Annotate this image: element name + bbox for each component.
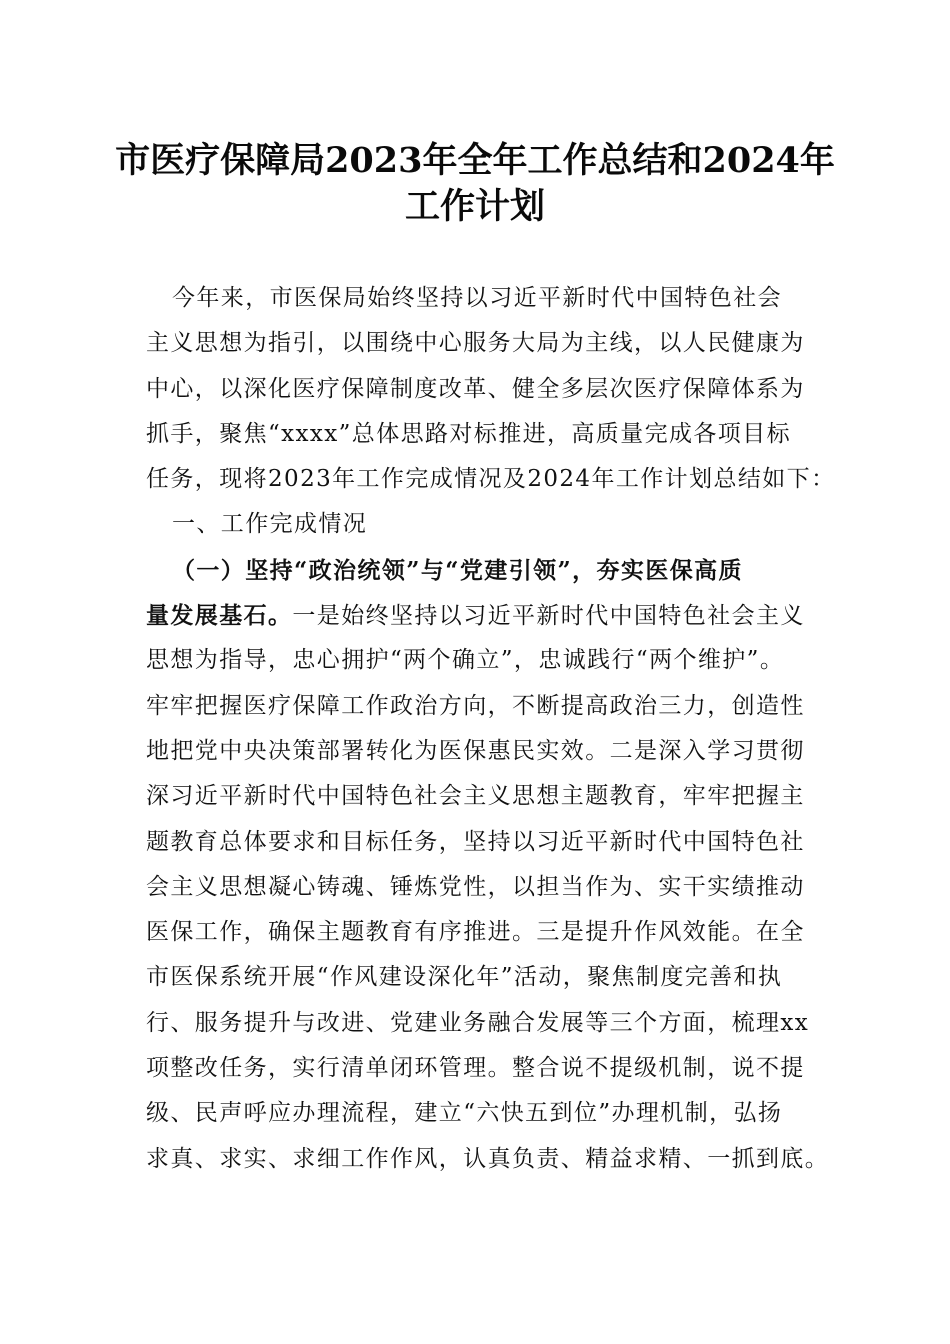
paragraph-line: 思想为指导，忠心拥护“两个确立”，忠诚践行“两个维护”。 — [146, 647, 785, 674]
paragraph-line: 级、民声呼应办理流程，建立“六快五到位”办理机制，弘扬 — [146, 1100, 783, 1127]
subsection-first-line — [146, 593, 831, 638]
intro-line: 主义思想为指引，以围绕中心服务大局为主线，以人民健康为 — [146, 330, 805, 357]
paragraph-line: 深习近平新时代中国特色社会主义思想主题教育，牢牢把握主 — [146, 783, 805, 810]
intro-line: 任务，现将2023年工作完成情况及2024年工作计划总结如下： — [146, 466, 836, 493]
paragraph-line: 医保工作，确保主题教育有序推进。三是提升作风效能。在全 — [146, 919, 805, 946]
subsection-heading: （一）坚持“政治统领”与“党建引领”，夯实医保高质 — [172, 556, 743, 584]
title-line-1: 市医疗保障局2023年全年工作总结和2024年 — [115, 140, 835, 181]
document-title — [100, 138, 850, 230]
intro-line: 中心，以深化医疗保障制度改革、健全多层次医疗保障体系为 — [146, 375, 805, 402]
intro-line: 抓手，聚焦“xxxx”总体思路对标推进，高质量完成各项目标 — [146, 420, 792, 447]
title-line-2: 工作计划 — [404, 186, 545, 227]
section-heading: 一、工作完成情况 — [172, 511, 368, 538]
paragraph-line: 市医保系统开展“作风建设深化年”活动，聚焦制度完善和执 — [146, 964, 783, 991]
paragraph-line: 题教育总体要求和目标任务，坚持以习近平新时代中国特色社 — [146, 828, 805, 855]
document-body — [146, 276, 836, 1182]
subsection-heading-end: 量发展基石。 — [146, 602, 293, 630]
paragraph-line: 地把党中央决策部署转化为医保惠民实效。二是深入学习贯彻 — [146, 737, 805, 764]
paragraph-line: 行、服务提升与改进、党建业务融合发展等三个方面，梳理xx — [146, 1009, 810, 1036]
paragraph-line: 会主义思想凝心铸魂、锤炼党性，以担当作为、实干实绩推动 — [146, 873, 805, 900]
paragraph-line: 牢牢把握医疗保障工作政治方向，不断提高政治三力，创造性 — [146, 692, 805, 719]
paragraph-line: 求真、求实、求细工作作风，认真负责、精益求精、一抓到底。 — [146, 1145, 830, 1172]
paragraph-line: 项整改任务，实行清单闭环管理。整合说不提级机制，说不提 — [146, 1055, 805, 1082]
intro-line: 今年来，市医保局始终坚持以习近平新时代中国特色社会 — [172, 285, 782, 311]
subsection-text-start: 一是始终坚持以习近平新时代中国特色社会主义 — [292, 603, 805, 630]
